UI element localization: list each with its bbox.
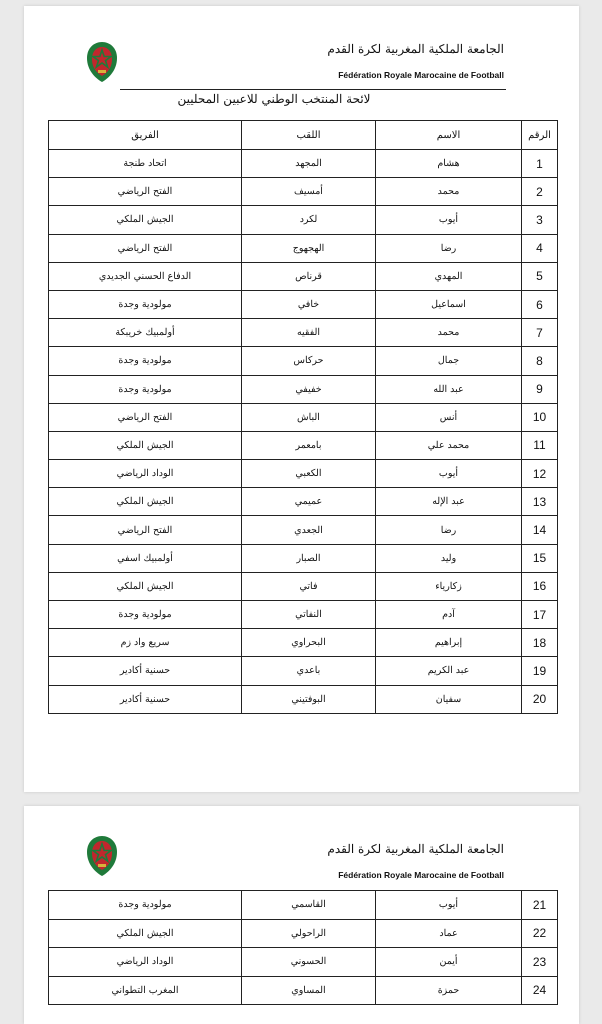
cell-name: أيوب <box>376 460 522 488</box>
players-table <box>48 120 558 714</box>
cell-team: الجيش الملكي <box>49 206 242 234</box>
cell-last-name: خفيفي <box>242 375 376 403</box>
federation-name-french: Fédération Royale Marocaine de Football <box>338 70 504 80</box>
table-row <box>49 375 558 403</box>
table-row <box>49 206 558 234</box>
column-header-last-name: اللقب <box>242 121 376 150</box>
document-page-1 <box>24 6 579 792</box>
cell-name: محمد علي <box>376 431 522 459</box>
cell-team: حسنية أكادير <box>49 657 242 685</box>
cell-number: 23 <box>522 948 558 977</box>
federation-name-arabic: الجامعة الملكية المغربية لكرة القدم <box>327 842 504 856</box>
cell-name: آدم <box>376 601 522 629</box>
cell-team: الجيش الملكي <box>49 488 242 516</box>
cell-team: مولودية وجدة <box>49 290 242 318</box>
cell-name: حمزة <box>376 976 522 1005</box>
table-row <box>49 431 558 459</box>
table-row <box>49 347 558 375</box>
cell-last-name: بامعمر <box>242 431 376 459</box>
list-title: لائحة المنتخب الوطني للاعبين المحليين <box>177 92 371 106</box>
cell-last-name: البحراوي <box>242 629 376 657</box>
cell-team: الجيش الملكي <box>49 431 242 459</box>
cell-last-name: أمسيف <box>242 178 376 206</box>
table-row <box>49 544 558 572</box>
cell-last-name: الكعبي <box>242 460 376 488</box>
table-row <box>49 516 558 544</box>
cell-name: أيمن <box>376 948 522 977</box>
federation-name-french: Fédération Royale Marocaine de Football <box>338 870 504 880</box>
table-row <box>49 572 558 600</box>
cell-number: 20 <box>522 685 558 713</box>
federation-name-arabic: الجامعة الملكية المغربية لكرة القدم <box>327 42 504 56</box>
table-row <box>49 234 558 262</box>
cell-name: عبد الكريم <box>376 657 522 685</box>
cell-number: 12 <box>522 460 558 488</box>
cell-team: الوداد الرياضي <box>49 460 242 488</box>
cell-name: هشام <box>376 150 522 178</box>
cell-name: محمد <box>376 178 522 206</box>
cell-last-name: الحسوني <box>242 948 376 977</box>
cell-number: 19 <box>522 657 558 685</box>
cell-last-name: البوفتيني <box>242 685 376 713</box>
cell-last-name: الفقيه <box>242 319 376 347</box>
table-row <box>49 178 558 206</box>
table-row <box>49 290 558 318</box>
table-row <box>49 657 558 685</box>
players-table-continued <box>48 890 558 1005</box>
table-row <box>49 629 558 657</box>
cell-last-name: القاسمي <box>242 891 376 920</box>
cell-team: مولودية وجدة <box>49 601 242 629</box>
cell-team: الوداد الرياضي <box>49 948 242 977</box>
cell-name: أنس <box>376 403 522 431</box>
table-row <box>49 601 558 629</box>
cell-last-name: الجعدي <box>242 516 376 544</box>
column-header-number: الرقم <box>522 121 558 150</box>
table-row <box>49 403 558 431</box>
cell-last-name: باعدي <box>242 657 376 685</box>
cell-name: محمد <box>376 319 522 347</box>
cell-last-name: خافي <box>242 290 376 318</box>
cell-name: أيوب <box>376 206 522 234</box>
cell-number: 15 <box>522 544 558 572</box>
table-row <box>49 488 558 516</box>
cell-team: مولودية وجدة <box>49 347 242 375</box>
cell-number: 10 <box>522 403 558 431</box>
cell-last-name: عميمي <box>242 488 376 516</box>
cell-last-name: الصبار <box>242 544 376 572</box>
cell-last-name: لكرد <box>242 206 376 234</box>
cell-last-name: المجهد <box>242 150 376 178</box>
cell-number: 3 <box>522 206 558 234</box>
cell-number: 17 <box>522 601 558 629</box>
cell-number: 1 <box>522 150 558 178</box>
cell-last-name: النفاتي <box>242 601 376 629</box>
cell-team: الفتح الرياضي <box>49 178 242 206</box>
cell-team: أولمبيك اسفي <box>49 544 242 572</box>
cell-last-name: حركاس <box>242 347 376 375</box>
players-table-body <box>49 150 558 714</box>
table-row <box>49 948 558 977</box>
cell-number: 7 <box>522 319 558 347</box>
cell-team: الجيش الملكي <box>49 572 242 600</box>
cell-last-name: الباش <box>242 403 376 431</box>
cell-last-name: فاتي <box>242 572 376 600</box>
cell-name: عبد الإله <box>376 488 522 516</box>
cell-number: 6 <box>522 290 558 318</box>
cell-team: أولمبيك خريبكة <box>49 319 242 347</box>
column-header-team: الفريق <box>49 121 242 150</box>
cell-number: 11 <box>522 431 558 459</box>
cell-name: أيوب <box>376 891 522 920</box>
cell-name: عبد الله <box>376 375 522 403</box>
table-row <box>49 685 558 713</box>
cell-number: 22 <box>522 919 558 948</box>
cell-team: الفتح الرياضي <box>49 234 242 262</box>
cell-name: عماد <box>376 919 522 948</box>
table-row <box>49 891 558 920</box>
cell-name: رضا <box>376 516 522 544</box>
cell-number: 21 <box>522 891 558 920</box>
cell-name: وليد <box>376 544 522 572</box>
cell-name: المهدي <box>376 262 522 290</box>
cell-number: 13 <box>522 488 558 516</box>
table-row <box>49 150 558 178</box>
cell-team: اتحاد طنجة <box>49 150 242 178</box>
federation-logo-icon <box>84 40 120 84</box>
cell-name: زكارياء <box>376 572 522 600</box>
cell-team: مولودية وجدة <box>49 375 242 403</box>
document-page-2 <box>24 806 579 1024</box>
cell-name: جمال <box>376 347 522 375</box>
cell-team: الفتح الرياضي <box>49 516 242 544</box>
cell-name: سفيان <box>376 685 522 713</box>
cell-team: الجيش الملكي <box>49 919 242 948</box>
cell-team: مولودية وجدة <box>49 891 242 920</box>
cell-name: اسماعيل <box>376 290 522 318</box>
cell-number: 5 <box>522 262 558 290</box>
table-row <box>49 319 558 347</box>
federation-logo-icon <box>84 834 120 878</box>
cell-last-name: الهجهوج <box>242 234 376 262</box>
cell-name: رضا <box>376 234 522 262</box>
cell-number: 16 <box>522 572 558 600</box>
cell-number: 18 <box>522 629 558 657</box>
cell-number: 24 <box>522 976 558 1005</box>
header-divider <box>120 89 506 90</box>
cell-number: 9 <box>522 375 558 403</box>
cell-number: 4 <box>522 234 558 262</box>
column-header-name: الاسم <box>376 121 522 150</box>
cell-team: سريع واد زم <box>49 629 242 657</box>
table-row <box>49 262 558 290</box>
cell-number: 14 <box>522 516 558 544</box>
table-row <box>49 919 558 948</box>
table-header-row <box>49 121 558 150</box>
players-table-body <box>49 891 558 1005</box>
cell-number: 8 <box>522 347 558 375</box>
cell-team: المغرب التطواني <box>49 976 242 1005</box>
cell-number: 2 <box>522 178 558 206</box>
table-row <box>49 976 558 1005</box>
cell-team: حسنية أكادير <box>49 685 242 713</box>
cell-team: الفتح الرياضي <box>49 403 242 431</box>
table-row <box>49 460 558 488</box>
cell-last-name: المساوي <box>242 976 376 1005</box>
cell-last-name: قرناص <box>242 262 376 290</box>
cell-team: الدفاع الحسني الجديدي <box>49 262 242 290</box>
cell-last-name: الراحولي <box>242 919 376 948</box>
cell-name: إبراهيم <box>376 629 522 657</box>
